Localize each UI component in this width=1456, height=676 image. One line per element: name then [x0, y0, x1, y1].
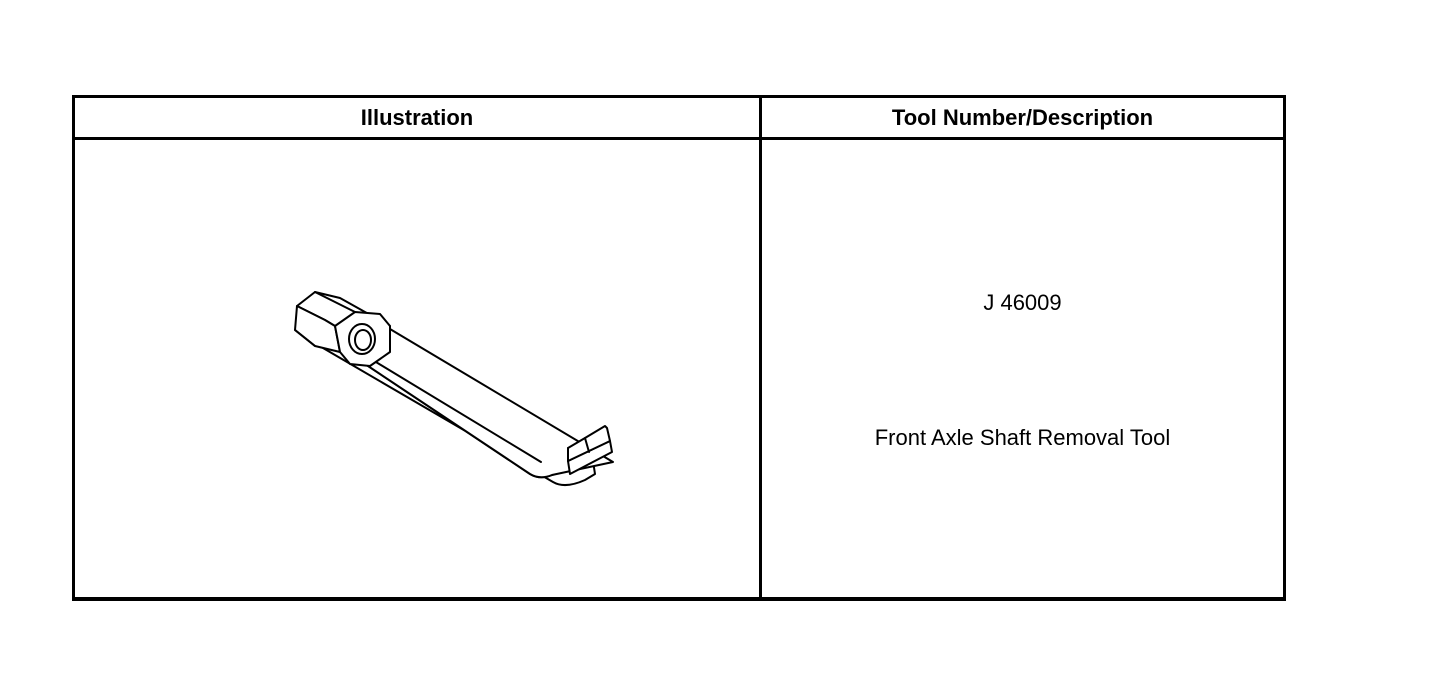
illustration-cell	[75, 140, 759, 597]
tool-number-description-column-header: Tool Number/Description	[891, 105, 1154, 130]
axle-shaft-removal-tool-icon	[205, 240, 625, 540]
tool-description: Front Axle Shaft Removal Tool	[874, 425, 1171, 450]
special-tools-table	[72, 95, 1286, 601]
tool-info-cell	[762, 140, 1283, 597]
table-header-row	[75, 98, 1283, 140]
illustration-column-header: Illustration	[360, 105, 474, 130]
tool-number: J 46009	[983, 290, 1062, 315]
